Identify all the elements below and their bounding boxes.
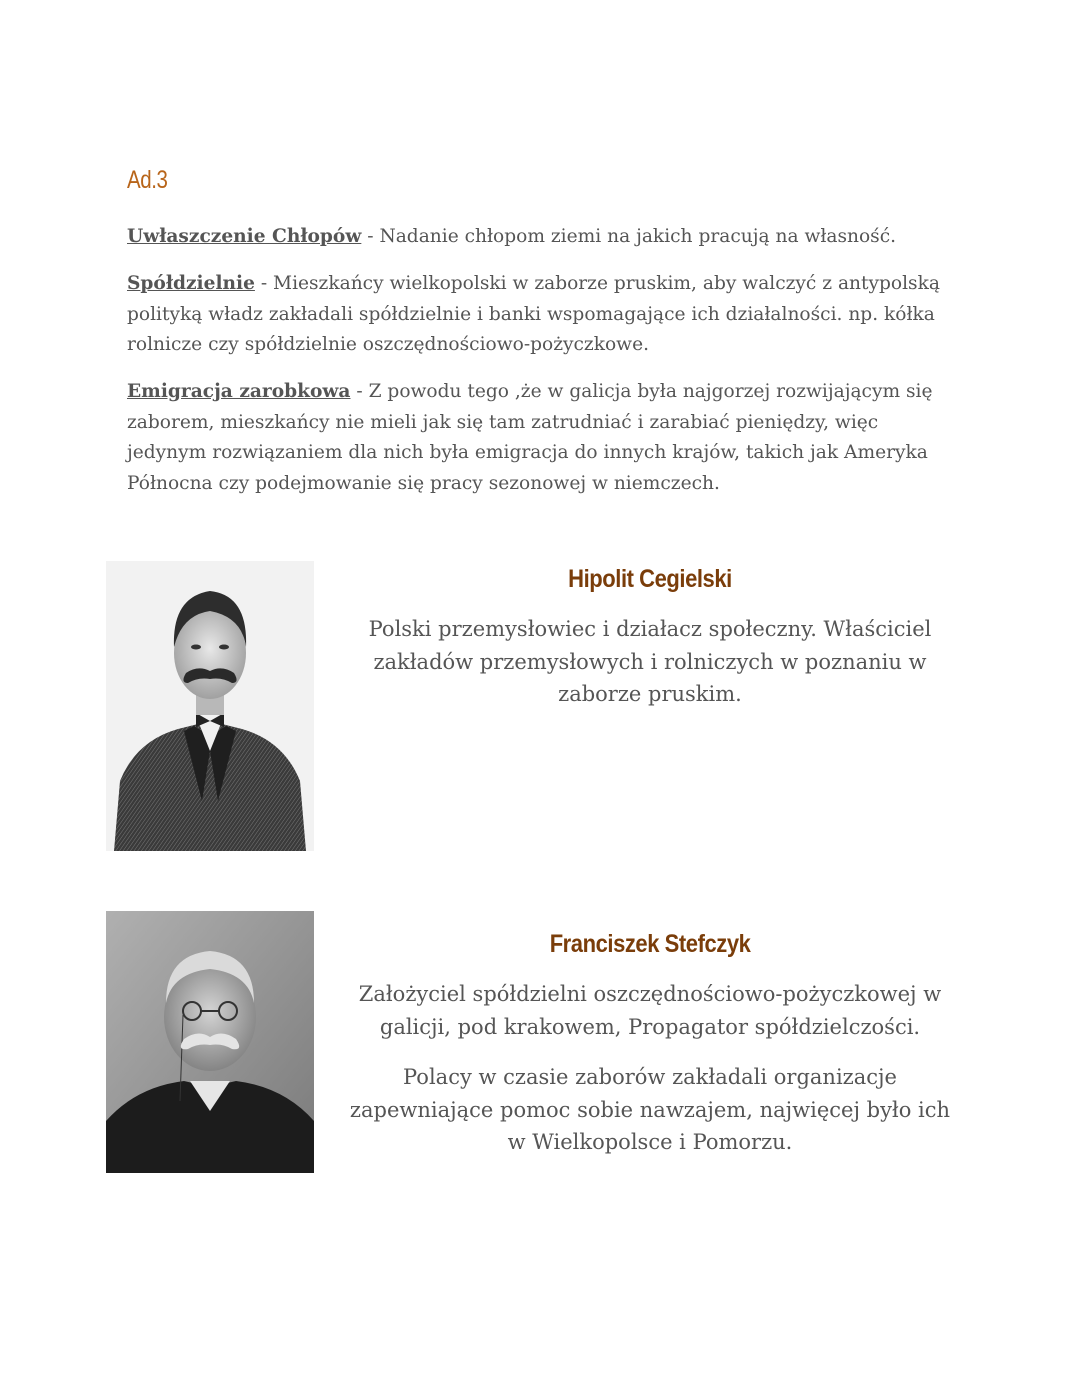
- person-description: Polacy w czasie zaborów zakładali organizacje zapewniające pomoc sobie nawzajem, najwięcej było ich w Wielkopolsce i Pomorzu.: [349, 1065, 951, 1154]
- term-definition: - Mieszkańcy wielkopolski w zaborze pruskim, aby walczyć z antypolską polityką władz zakładali spółdzielnie i banki wspomagające ich działalności. np. kółka rolnicze czy spółdzielnie oszczędnościowo-pożyczkowe.: [127, 273, 940, 355]
- person-description: Założyciel spółdzielni oszczędnościowo-pożyczkowej w galicji, pod krakowem, Propagator spółdzielczości.: [358, 982, 942, 1039]
- section-heading: Ad.3: [127, 166, 168, 194]
- portrait-hipolit-cegielski: [106, 561, 314, 851]
- term-paragraph: [127, 377, 957, 499]
- term-paragraph: [127, 222, 957, 253]
- person-name: Hipolit Cegielski: [568, 565, 732, 593]
- term-title: Emigracja zarobkowa: [127, 381, 351, 402]
- term-definition: - Z powodu tego ,że w galicja była najgorzej rozwijającym się zaborem, mieszkańcy nie mieli jak się tam zatrudniać i zarabiać pieniędzy, więc jedynym rozwiązaniem dla nich była emigracja do innych krajów, takich jak Ameryka Północna czy podejmowanie się pracy sezonowej w niemczech.: [127, 381, 933, 494]
- person-name: Franciszek Stefczyk: [549, 930, 751, 958]
- term-paragraph: [127, 269, 957, 361]
- portrait-franciszek-stefczyk: [106, 911, 314, 1173]
- term-title: Spółdzielnie: [127, 273, 255, 294]
- term-title: Uwłaszczenie Chłopów: [127, 226, 362, 247]
- person-description: Polski przemysłowiec i działacz społeczny. Właściciel zakładów przemysłowych i rolniczych w poznaniu w zaborze pruskim.: [368, 617, 932, 706]
- term-definition: - Nadanie chłopom ziemi na jakich pracują na własność.: [361, 226, 897, 247]
